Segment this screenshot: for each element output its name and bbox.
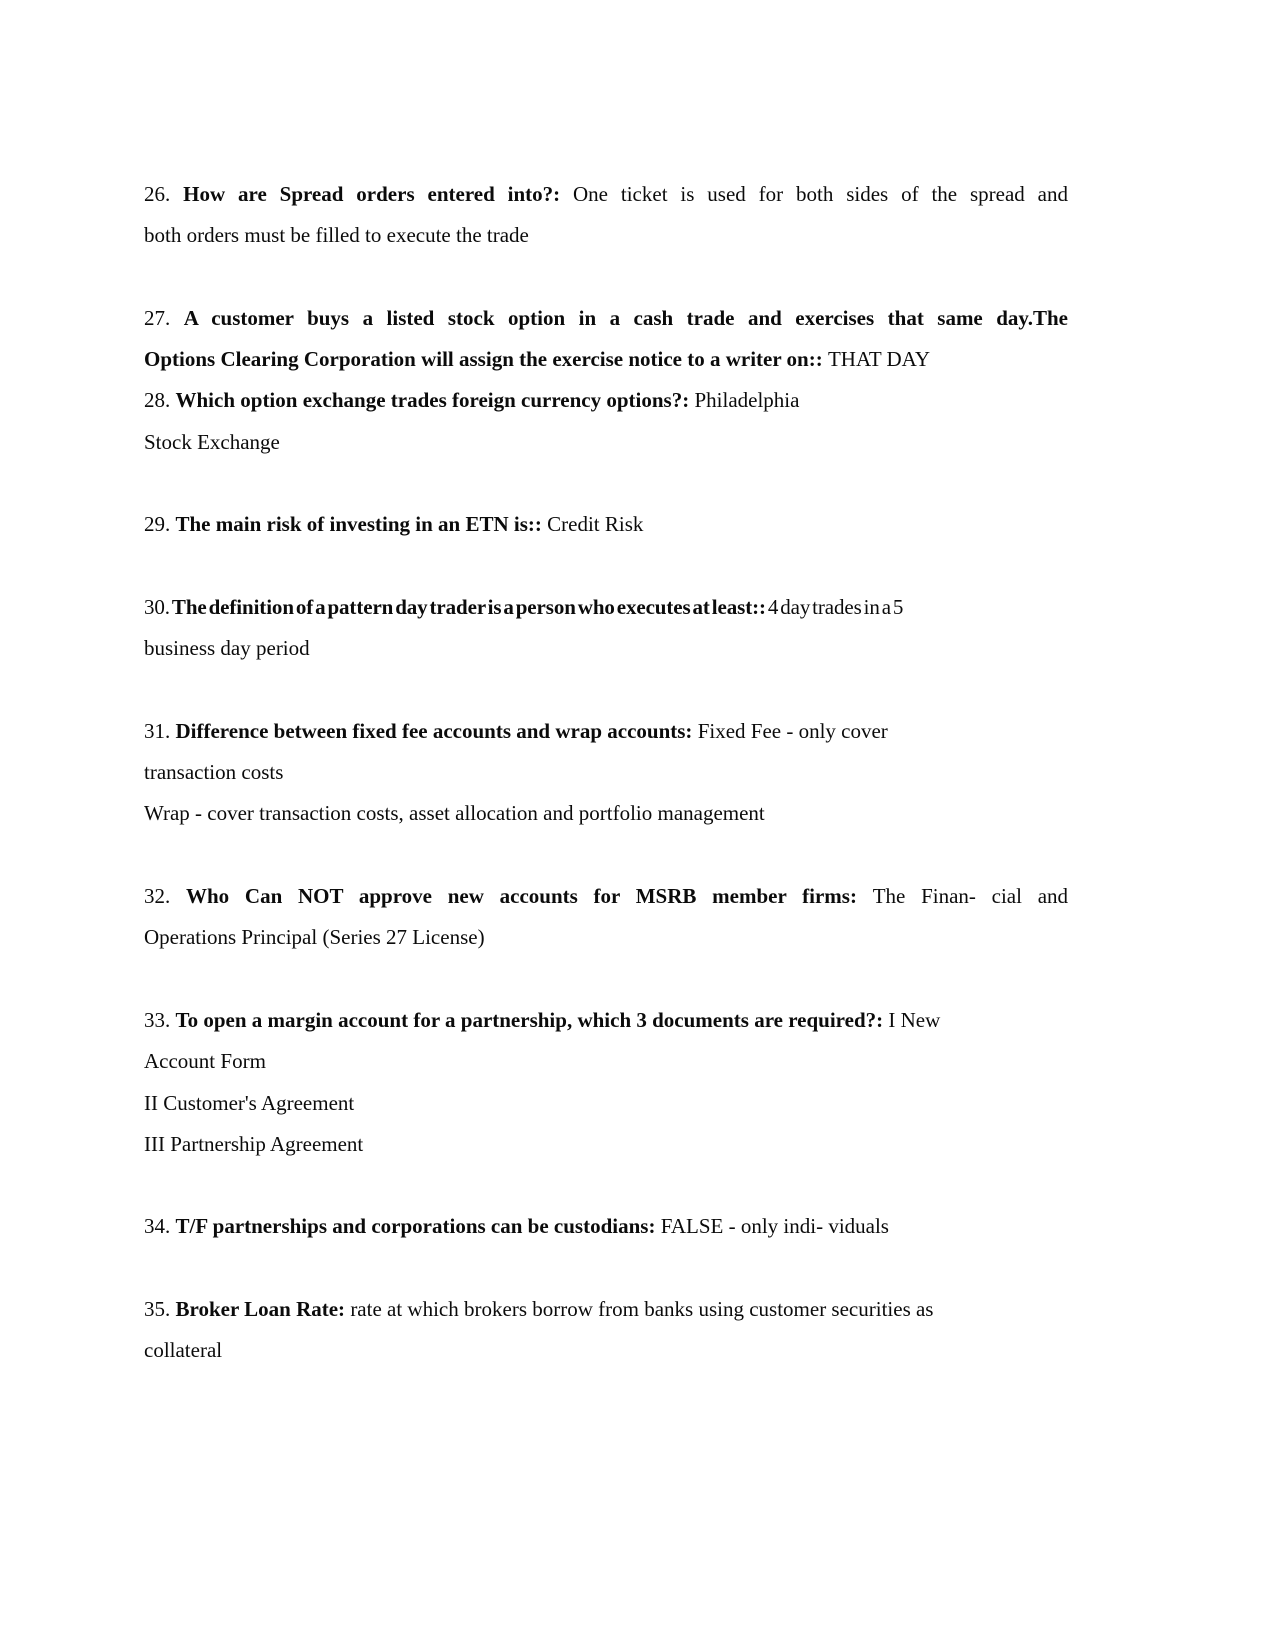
answer-text: Credit Risk [547, 512, 644, 537]
answer-text: 4 day trades in a 5 [767, 594, 904, 619]
text-line [144, 174, 1068, 215]
question-text: Who Can NOT approve new accounts for MSRB member firms: [186, 884, 873, 909]
answer-text: III Partnership Agreement [144, 1131, 364, 1156]
text-line [144, 711, 1068, 752]
answer-text: II Customer's Agreement [144, 1090, 355, 1115]
answer-text: business day period [144, 636, 310, 661]
answer-text: Operations Principal (Series 27 License) [144, 925, 485, 950]
answer-text: transaction costs [144, 760, 284, 785]
text-line [144, 215, 1068, 256]
answer-text: Account Form [144, 1049, 266, 1074]
qa-item-28 [144, 380, 1068, 463]
answer-text: I New [888, 1007, 941, 1032]
text-line [144, 422, 1068, 463]
answer-text: THAT DAY [827, 347, 931, 372]
text-line [144, 1000, 1068, 1041]
text-line [144, 298, 1068, 339]
text-line [144, 917, 1068, 958]
question-text: To open a margin account for a partnership, which 3 documents are required?: [175, 1007, 889, 1032]
qa-item-29 [144, 504, 1068, 545]
qa-item-32 [144, 876, 1068, 959]
item-number: 31. [144, 718, 176, 743]
question-text: Which option exchange trades foreign currency options?: [175, 388, 695, 413]
item-number: 29. [144, 512, 176, 537]
qa-item-35 [144, 1289, 1068, 1372]
text-line [144, 1330, 1068, 1371]
text-line [144, 587, 1068, 628]
item-number: 35. [144, 1297, 176, 1322]
item-number: 26. [144, 182, 184, 206]
qa-item-27 [144, 298, 1068, 381]
answer-text: Fixed Fee - only cover [697, 718, 888, 743]
qa-item-30 [144, 587, 1068, 670]
answer-text: both orders must be filled to execute the trade [144, 223, 529, 248]
question-text: Broker Loan Rate: [175, 1297, 351, 1322]
answer-text: collateral [144, 1338, 223, 1363]
text-line [144, 380, 1068, 421]
item-number: 30. [144, 594, 172, 619]
text-line [144, 1206, 1068, 1247]
text-line [144, 1083, 1068, 1124]
question-text: A customer buys a listed stock option in a cash trade and exercises that same day.The [183, 305, 1068, 330]
item-number: 32. [144, 884, 186, 909]
answer-text: One ticket is used for both sides of the spread and [573, 182, 1068, 206]
item-number: 27. [144, 305, 184, 330]
text-line [144, 1041, 1068, 1082]
question-text: T/F partnerships and corporations can be custodians: [175, 1214, 661, 1239]
text-line [144, 876, 1068, 917]
text-line [144, 1289, 1068, 1330]
question-text: How are Spread orders entered into?: [183, 182, 574, 206]
answer-text: Stock Exchange [144, 429, 280, 454]
answer-text: FALSE - only indi- viduals [660, 1214, 889, 1239]
text-line [144, 339, 1068, 380]
text-line [144, 793, 1068, 834]
qa-item-34 [144, 1206, 1068, 1247]
text-line [144, 752, 1068, 793]
answer-text: rate at which brokers borrow from banks using customer securities as [350, 1297, 934, 1322]
item-number: 33. [144, 1007, 176, 1032]
question-text: The main risk of investing in an ETN is:: [175, 512, 548, 537]
question-text: The definition of a pattern day trader is a person who executes at least:: [171, 594, 768, 619]
answer-text: Wrap - cover transaction costs, asset allocation and portfolio management [144, 801, 765, 826]
item-number: 34. [144, 1214, 176, 1239]
text-line [144, 504, 1068, 545]
qa-item-26 [144, 174, 1068, 257]
answer-text: The Finan- cial and [872, 884, 1069, 909]
question-text: Options Clearing Corporation will assign the exercise notice to a writer on:: [144, 347, 828, 372]
qa-list [144, 174, 1068, 1372]
qa-item-31 [144, 711, 1068, 835]
question-text: Difference between fixed fee accounts and wrap accounts: [175, 718, 698, 743]
qa-item-33 [144, 1000, 1068, 1165]
item-number: 28. [144, 388, 176, 413]
text-line [144, 628, 1068, 669]
text-line [144, 1124, 1068, 1165]
answer-text: Philadelphia [694, 388, 800, 413]
